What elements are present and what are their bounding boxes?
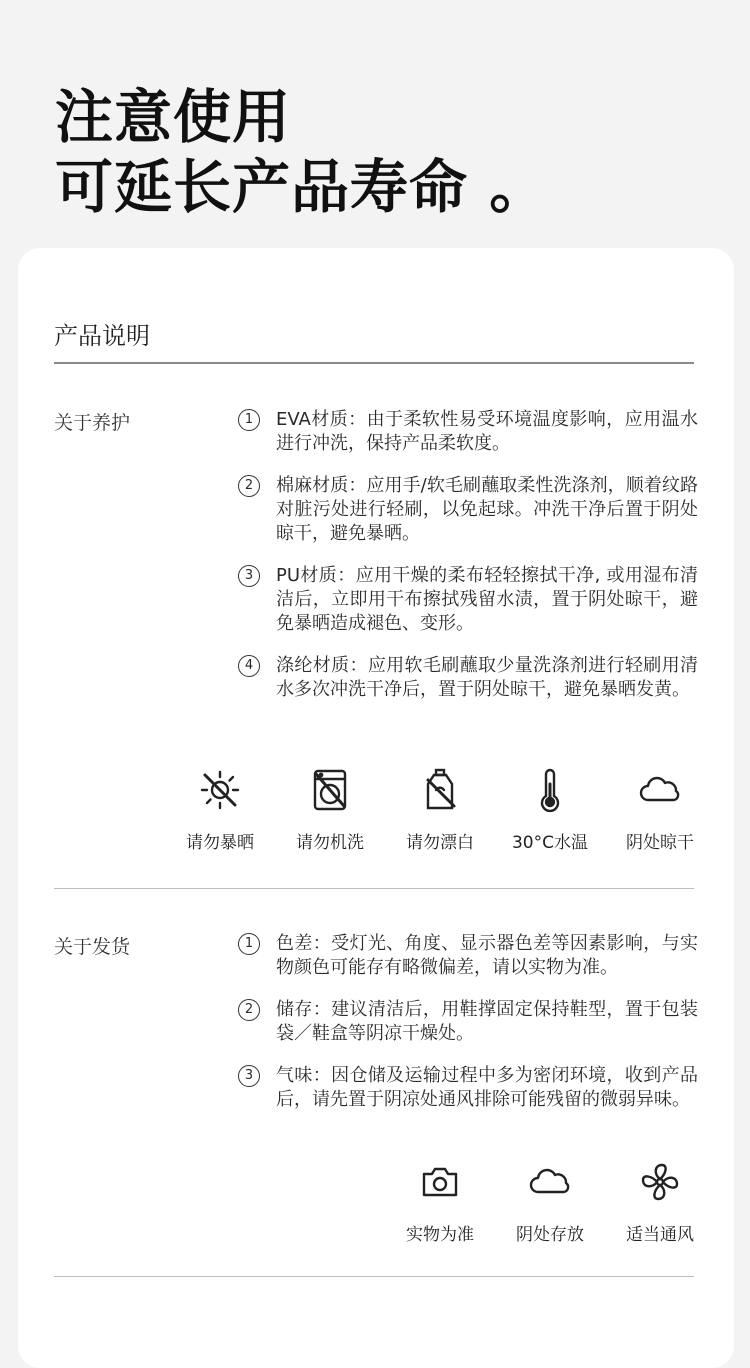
item-number: 1 — [238, 933, 260, 955]
item-text: EVA材质：由于柔软性易受环境温度影响，应用温水进行冲洗，保持产品柔软度。 — [276, 409, 698, 454]
headline-line-1: 注意使用 — [55, 83, 292, 151]
icon-label: 请勿机洗 — [296, 833, 364, 853]
item-number: 2 — [238, 475, 260, 497]
fan-icon — [636, 1158, 684, 1206]
item-text: 色差：受灯光、角度、显示器色差等因素影响，与实物颜色可能存有略微偏差，请以实物为准。 — [276, 933, 698, 978]
item-text: 储存：建议清洁后，用鞋撑固定保持鞋型，置于包装袋／鞋盒等阴凉干燥处。 — [276, 999, 698, 1044]
icon-label: 适当通风 — [626, 1225, 694, 1245]
no-machine-wash-icon — [306, 766, 354, 814]
item-text: PU材质：应用干燥的柔布轻轻擦拭干净, 或用湿布清洁后，立即用干布擦拭残留水渍，置于阴处晾干，避免暴晒造成褪色、变形。 — [276, 565, 698, 634]
icon-label: 阴处存放 — [516, 1225, 584, 1245]
title-divider — [54, 362, 694, 364]
shipping-list — [238, 932, 698, 1130]
shipping-item — [238, 998, 698, 1046]
item-number: 4 — [238, 655, 260, 677]
icon-label: 30°C水温 — [511, 833, 588, 853]
care-item — [238, 564, 698, 636]
care-item — [238, 654, 698, 702]
care-item — [238, 408, 698, 456]
care-icon-cell — [385, 766, 495, 853]
item-number: 1 — [238, 409, 260, 431]
item-text: 棉麻材质：应用手/软毛刷蘸取柔性洗涤剂，顺着纹路对脏污处进行轻刷，以免起球。冲洗干净后置于阴处晾干，避免暴晒。 — [276, 475, 698, 544]
thermometer-icon — [526, 766, 574, 814]
item-number: 3 — [238, 565, 260, 587]
shipping-icon-cell — [385, 1158, 495, 1245]
camera-icon — [416, 1158, 464, 1206]
care-icon-cell — [275, 766, 385, 853]
shipping-icon-row — [385, 1158, 715, 1245]
headline — [55, 82, 548, 222]
shipping-item — [238, 932, 698, 980]
item-number: 3 — [238, 1065, 260, 1087]
care-icon-cell — [605, 766, 715, 853]
cloud-icon — [526, 1158, 574, 1206]
care-icon-cell — [165, 766, 275, 853]
icon-label: 实物为准 — [406, 1225, 474, 1245]
no-sun-icon — [196, 766, 244, 814]
shipping-item — [238, 1064, 698, 1112]
icon-label: 请勿漂白 — [406, 833, 474, 853]
item-text: 气味：因仓储及运输过程中多为密闭环境，收到产品后，请先置于阴凉处通风排除可能残留的微弱异味。 — [276, 1065, 698, 1110]
product-info-card — [18, 248, 734, 1368]
shipping-section-label: 关于发货 — [54, 936, 131, 958]
shipping-icon-cell — [605, 1158, 715, 1245]
care-icon-row — [165, 766, 715, 853]
care-icon-cell — [495, 766, 605, 853]
care-list — [238, 408, 698, 720]
icon-label: 请勿暴晒 — [186, 833, 254, 853]
care-item — [238, 474, 698, 546]
care-section-label: 关于养护 — [54, 412, 131, 434]
bottom-divider — [54, 1276, 694, 1277]
no-bleach-icon — [416, 766, 464, 814]
cloud-icon — [636, 766, 684, 814]
item-text: 涤纶材质：应用软毛刷蘸取少量洗涤剂进行轻刷用清水多次冲洗干净后，置于阴处晾干，避免暴晒发黄。 — [276, 655, 698, 700]
item-number: 2 — [238, 999, 260, 1021]
section-divider — [54, 888, 694, 889]
shipping-icon-cell — [495, 1158, 605, 1245]
icon-label: 阴处晾干 — [626, 833, 694, 853]
card-title: 产品说明 — [54, 322, 150, 350]
headline-line-2: 可延长产品寿命 。 — [55, 153, 549, 221]
